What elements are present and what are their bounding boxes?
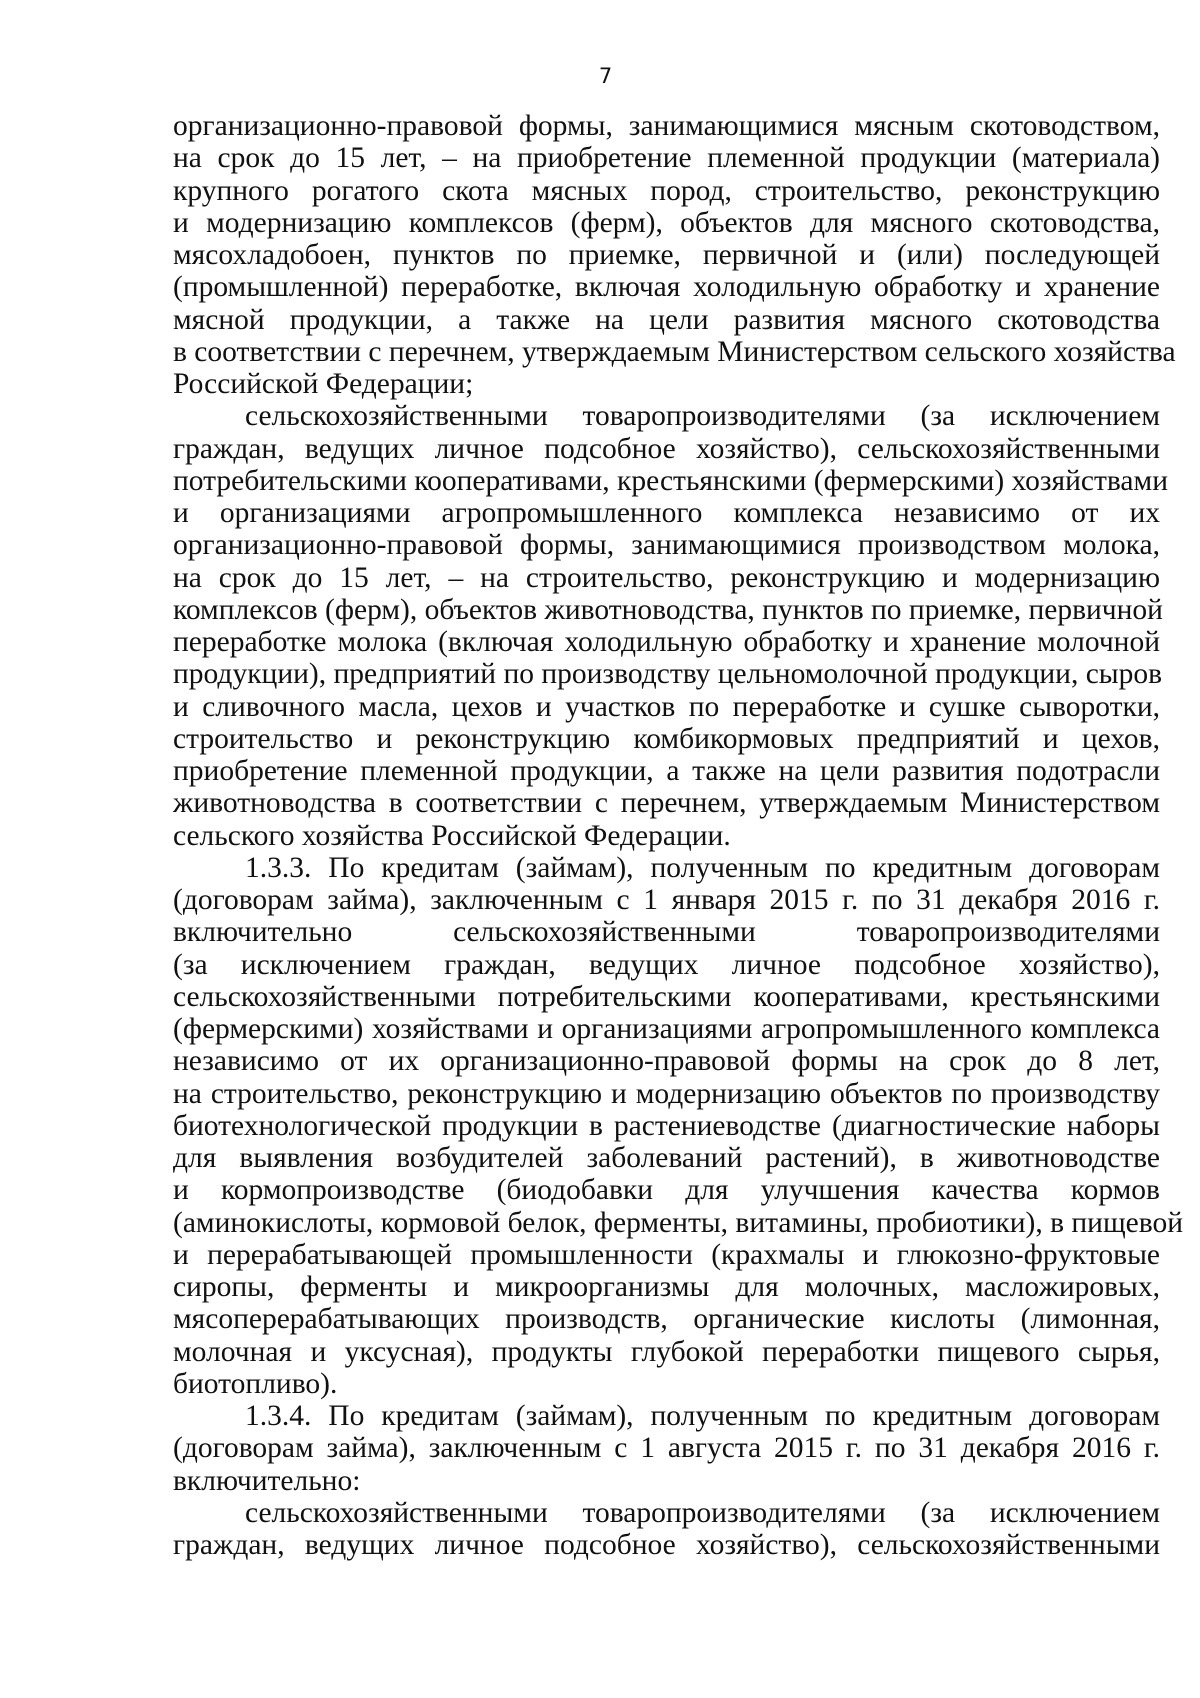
text-line: биотопливо). [173,1367,338,1400]
page-number: 7 [598,64,613,88]
text-line: Российской Федерации; [173,368,474,400]
text-line: биотехнологической продукции в растениеводстве (диагностические наборы [173,1109,1160,1142]
text-line: 1.3.3. По кредитам (займам), полученным по кредитным договорам [245,851,1160,884]
text-line: мясной продукции, а также на цели развития мясного скотоводства [173,303,1160,336]
text-line: (фермерскими) хозяйствами и организациями агропромышленного комплекса [173,1013,1160,1045]
text-line: мясохладобоен, пунктов по приемке, первичной и (или) последующей [173,239,1160,271]
text-line: сельскохозяйственными потребительскими кооперативами, крестьянскими [173,980,1160,1013]
text-line: (договорам займа), заключенным с 1 января 2015 г. по 31 декабря 2016 г. [173,884,1160,916]
text-line: организационно-правовой формы, занимающимися производством молока, [173,529,1160,562]
text-line: сельскохозяйственными товаропроизводителями (за исключением [245,1496,1160,1529]
text-line: (за исключением граждан, ведущих личное подсобное хозяйство), [173,948,1160,981]
text-line: молочная и уксусная), продукты глубокой переработки пищевого сырья, [173,1335,1160,1368]
text-line: для выявления возбудителей заболеваний растений), в животноводстве [173,1142,1160,1174]
text-line: граждан, ведущих личное подсобное хозяйство), сельскохозяйственными [173,432,1160,465]
text-line: 1.3.4. По кредитам (займам), полученным по кредитным договорам [245,1400,1160,1432]
paragraph-milk-production [173,400,1168,852]
text-line: на строительство, реконструкцию и модернизацию объектов по производству [173,1077,1160,1110]
paragraph-producers-continued [173,1497,1160,1562]
text-line: на срок до 15 лет, – на строительство, реконструкцию и модернизацию [173,561,1160,594]
text-line: крупного рогатого скота мясных пород, строительство, реконструкцию [173,174,1160,207]
text-line: (договорам займа), заключенным с 1 августа 2015 г. по 31 декабря 2016 г. [173,1432,1160,1465]
text-line: (аминокислоты, кормовой белок, ферменты, витамины, пробиотики), в пищевой [173,1206,1184,1239]
document-body [173,110,1184,1561]
text-line: и сливочного масла, цехов и участков по переработке и сушке сыворотки, [173,690,1160,723]
text-line: мясоперерабатывающих производств, органические кислоты (лимонная, [173,1303,1160,1336]
text-line: строительство и реконструкцию комбикормовых предприятий и цехов, [173,722,1160,755]
text-line: продукции), предприятий по производству цельномолочной продукции, сыров [173,658,1163,691]
text-line: (промышленной) переработке, включая холодильную обработку и хранение [173,271,1160,304]
text-line: переработке молока (включая холодильную обработку и хранение молочной [173,626,1160,658]
text-line: и кормопроизводстве (биодобавки для улучшения качества кормов [173,1174,1160,1207]
text-line: сельскохозяйственными товаропроизводителями (за исключением [245,400,1160,433]
text-line: потребительскими кооперативами, крестьянскими (фермерскими) хозяйствами [173,464,1168,497]
text-line: граждан, ведущих личное подсобное хозяйство), сельскохозяйственными [173,1529,1160,1561]
text-line: включительно: [173,1464,361,1497]
text-line: и перерабатывающей промышленности (крахмалы и глюкозно-фруктовые [173,1238,1160,1271]
text-line: независимо от их организационно-правовой формы на срок до 8 лет, [173,1045,1160,1078]
clause-1-3-3 [173,851,1184,1400]
paragraph-meat-cattle-continuation [173,110,1176,400]
text-line: и модернизацию комплексов (ферм), объектов для мясного скотоводства, [173,206,1160,239]
text-line: включительно сельскохозяйственными товаропроизводителями [173,916,1160,949]
text-line: в соответствии с перечнем, утверждаемым Министерством сельского хозяйства [173,335,1176,368]
text-line: приобретение племенной продукции, а также на цели развития подотрасли [173,755,1160,787]
clause-1-3-4 [173,1400,1160,1497]
text-line: комплексов (ферм), объектов животноводства, пунктов по приемке, первичной [173,593,1163,626]
text-line: животноводства в соответствии с перечнем, утверждаемым Министерством [173,787,1160,820]
text-line: организационно-правовой формы, занимающимися мясным скотоводством, [173,110,1160,142]
text-line: на срок до 15 лет, – на приобретение племенной продукции (материала) [173,142,1160,175]
text-line: сельского хозяйства Российской Федерации. [173,819,731,852]
text-line: и организациями агропромышленного комплекса независимо от их [173,497,1160,529]
text-line: сиропы, ферменты и микроорганизмы для молочных, масложировых, [173,1271,1160,1303]
